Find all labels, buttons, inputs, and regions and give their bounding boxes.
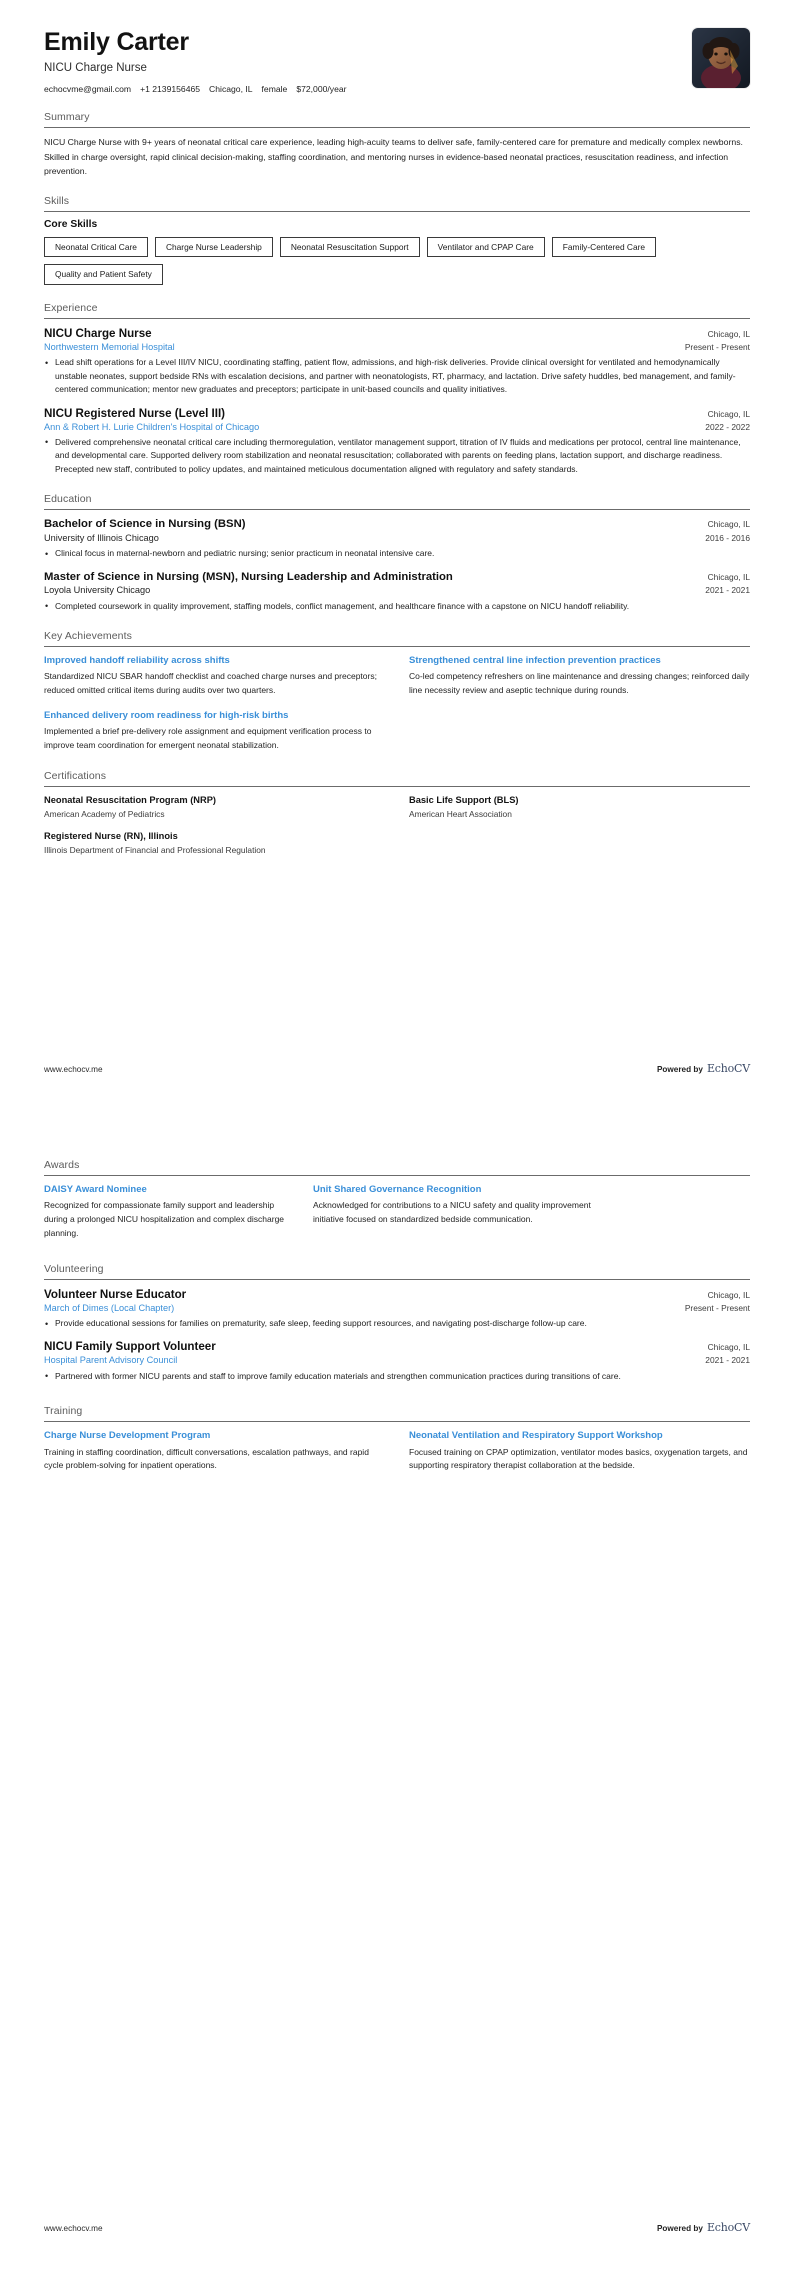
entry-title: Bachelor of Science in Nursing (BSN): [44, 518, 246, 531]
achievement-title: Strengthened central line infection prevention practices: [409, 655, 661, 667]
brand-name: EchoCV: [706, 2221, 750, 2234]
training-title: Neonatal Ventilation and Respiratory Support Workshop: [409, 1430, 663, 1442]
award-title: Unit Shared Governance Recognition: [313, 1184, 482, 1195]
section-key-achievements: [44, 630, 750, 753]
section-skills: [44, 195, 750, 285]
entry-organization[interactable]: March of Dimes (Local Chapter): [44, 1302, 175, 1313]
contact-email: echocvme@gmail.com: [44, 83, 132, 94]
skill-chip: Charge Nurse Leadership: [155, 237, 273, 257]
entry-dates: 2021 - 2021: [705, 1355, 750, 1366]
powered-by-label: Powered by: [656, 1065, 703, 1074]
entry-location: Chicago, IL: [707, 571, 750, 582]
skill-group-title: Core Skills: [44, 219, 98, 231]
experience-entry: [44, 406, 750, 477]
entry-organization[interactable]: Northwestern Memorial Hospital: [44, 341, 175, 352]
entry-title: NICU Family Support Volunteer: [44, 1340, 216, 1354]
resume-header: [44, 0, 750, 94]
entry-location: Chicago, IL: [707, 1342, 750, 1353]
certification-issuer: Illinois Department of Financial and Professional Regulation: [44, 845, 266, 856]
certification-title: Basic Life Support (BLS): [409, 794, 519, 805]
resume-page-2: [0, 1159, 794, 2282]
contact-line: [44, 84, 692, 94]
entry-dates: Present - Present: [684, 341, 750, 352]
section-training: [44, 1405, 750, 1473]
achievement-card: [44, 654, 385, 698]
resume-page-1: [0, 0, 794, 1123]
bullet-item: • Provide educational sessions for families on prematurity, safe sleep, feeding support resources, and navigating post-discharge follow-up care.: [44, 1317, 750, 1330]
powered-by: [657, 1062, 750, 1075]
volunteering-entry: [44, 1339, 750, 1383]
entry-title: Master of Science in Nursing (MSN), Nursing Leadership and Administration: [44, 570, 453, 583]
section-divider: [44, 1421, 750, 1422]
achievement-title: Enhanced delivery room readiness for high-risk births: [44, 709, 289, 721]
skill-chip: Neonatal Resuscitation Support: [280, 237, 420, 257]
entry-location: Chicago, IL: [707, 328, 750, 339]
training-body: Focused training on CPAP optimization, ventilator modes basics, oxygenation targets, and supporting respiratory therapist collaboration at the bedside.: [409, 1446, 748, 1471]
section-title-key-achievements: Key Achievements: [44, 630, 132, 643]
summary-paragraph: Skilled in charge oversight, rapid clinical decision-making, staffing coordination, and mentoring nurses in evidence-based neonatal practices, resuscitation readiness, and infection prevention.: [44, 151, 729, 176]
award-body: Recognized for compassionate family support and leadership during a prolonged NICU hospitalization and complex discharge planning.: [44, 1200, 285, 1238]
skill-chip: Neonatal Critical Care: [44, 237, 148, 257]
entry-title: NICU Registered Nurse (Level III): [44, 406, 226, 420]
award-title: DAISY Award Nominee: [44, 1184, 147, 1195]
award-card: [44, 1183, 289, 1241]
entry-dates: 2016 - 2016: [705, 532, 750, 543]
certification-title: Registered Nurse (RN), Illinois: [44, 831, 178, 842]
education-entry: [44, 570, 750, 613]
section-title-education: Education: [44, 493, 92, 506]
section-title-awards: Awards: [44, 1159, 80, 1171]
training-card: [409, 1429, 750, 1473]
bullet-item: • Delivered comprehensive neonatal critical care including thermoregulation, ventilator management support, titration of IV fluids and medications per protocol, central line maintenance, and developmental care. Supported delivery room stabilization and neonatal resuscitation; collaborated with parents on feeding plans, lactation support, and discharge readiness. Precepted new staff, contributed to policy updates, and maintained meticulous documentation aligned with regulatory and safety standards.: [44, 436, 750, 476]
summary-paragraph: NICU Charge Nurse with 9+ years of neonatal critical care experience, leading high-acuity teams to deliver safe, family-centered care for premature and medically complex newborns.: [44, 136, 743, 147]
powered-by: [657, 2221, 750, 2234]
certification-item: [44, 794, 385, 821]
section-divider: [44, 509, 750, 510]
section-divider: [44, 1279, 750, 1280]
bullet-item: • Clinical focus in maternal-newborn and pediatric nursing; senior practicum in neonatal intensive care.: [44, 547, 750, 560]
section-divider: [44, 786, 750, 787]
award-body: Acknowledged for contributions to a NICU safety and quality improvement initiative focused on standardized bedside communication.: [313, 1200, 591, 1225]
training-card: [44, 1429, 385, 1473]
certification-issuer: American Heart Association: [409, 808, 512, 819]
contact-salary: $72,000/year: [296, 83, 347, 94]
section-divider: [44, 1175, 750, 1176]
entry-title: Volunteer Nurse Educator: [44, 1287, 187, 1301]
certification-grid: [44, 794, 750, 857]
section-title-experience: Experience: [44, 301, 98, 314]
entry-bullets: [44, 547, 750, 560]
section-title-volunteering: Volunteering: [44, 1262, 104, 1275]
bullet-item: • Partnered with former NICU parents and staff to improve family education materials and strengthen communication practices during transitions of care.: [44, 1370, 750, 1383]
section-divider: [44, 646, 750, 647]
contact-location: Chicago, IL: [209, 83, 253, 94]
entry-organization: University of Illinois Chicago: [44, 532, 159, 543]
entry-location: Chicago, IL: [707, 1289, 750, 1300]
section-title-training: Training: [44, 1405, 83, 1418]
education-entry: [44, 517, 750, 560]
section-divider: [44, 318, 750, 319]
avatar: [692, 28, 750, 88]
section-divider: [44, 211, 750, 212]
section-education: [44, 493, 750, 613]
footer-website[interactable]: www.echocv.me: [44, 2224, 103, 2233]
page-title: Emily Carter: [44, 28, 189, 56]
training-title: Charge Nurse Development Program: [44, 1430, 211, 1442]
training-grid: [44, 1429, 750, 1473]
achievement-grid: [44, 654, 750, 753]
entry-location: Chicago, IL: [707, 519, 750, 530]
entry-title: NICU Charge Nurse: [44, 326, 152, 340]
job-title: NICU Charge Nurse: [44, 61, 147, 74]
entry-dates: 2022 - 2022: [705, 421, 750, 432]
certification-title: Neonatal Resuscitation Program (NRP): [44, 794, 217, 805]
entry-location: Chicago, IL: [707, 408, 750, 419]
experience-entry: [44, 326, 750, 397]
page-footer: [44, 1062, 750, 1075]
achievement-title: Improved handoff reliability across shifts: [44, 655, 230, 667]
entry-bullets: [44, 600, 750, 613]
section-experience: [44, 302, 750, 476]
entry-bullets: [44, 436, 750, 476]
entry-bullets: [44, 356, 750, 396]
section-certifications: [44, 770, 750, 857]
section-volunteering: [44, 1263, 750, 1384]
page-footer: [44, 2221, 750, 2234]
contact-phone: +1 2139156465: [140, 83, 201, 94]
certification-item: [44, 830, 385, 857]
powered-by-label: Powered by: [656, 2224, 703, 2233]
section-title-summary: Summary: [44, 110, 90, 123]
certification-item: [409, 794, 750, 821]
bullet-item: • Completed coursework in quality improvement, staffing models, conflict management, and healthcare finance with a capstone on NICU handoff reliability.: [44, 600, 750, 613]
section-summary: [44, 111, 750, 178]
certification-issuer: American Academy of Pediatrics: [44, 808, 165, 819]
award-grid: [44, 1183, 750, 1241]
header-text-block: [44, 26, 692, 94]
achievement-card: [44, 709, 385, 753]
skill-chip: Ventilator and CPAP Care: [427, 237, 545, 257]
achievement-body: Implemented a brief pre-delivery role assignment and equipment verification process to improve team coordination for emergent neonatal stabilization.: [44, 726, 372, 750]
entry-dates: 2021 - 2021: [705, 585, 750, 596]
achievement-card: [409, 654, 750, 698]
entry-bullets: [44, 1370, 750, 1383]
brand-name: EchoCV: [706, 1062, 750, 1075]
volunteering-entry: [44, 1287, 750, 1331]
section-title-skills: Skills: [44, 195, 70, 208]
skill-chip-list: [44, 237, 750, 285]
section-divider: [44, 127, 750, 128]
entry-organization[interactable]: Hospital Parent Advisory Council: [44, 1355, 178, 1366]
skill-chip: Family-Centered Care: [552, 237, 656, 257]
bullet-item: • Lead shift operations for a Level III/IV NICU, coordinating staffing, patient flow, admissions, and high-risk deliveries. Provide clinical oversight for ventilated and hemodynamically unstable neonates, support bedside RNs with escalation decisions, and partner with neonatologists, RT, pharmacy, and lactation. Drive safety huddles, bed management, and family-centered communication; mentor new graduates and preceptors; participate in unit-based councils and quality initiatives.: [44, 356, 750, 396]
contact-gender: female: [261, 83, 288, 94]
section-awards: [44, 1159, 750, 1241]
training-body: Training in staffing coordination, difficult conversations, escalation pathways, and rapid cycle problem-solving for inpatient operations.: [44, 1446, 369, 1471]
achievement-body: Co-led competency refreshers on line maintenance and dressing changes; reinforced daily line necessity review and aseptic technique during rounds.: [409, 671, 750, 696]
entry-organization[interactable]: Ann & Robert H. Lurie Children's Hospital of Chicago: [44, 421, 260, 432]
section-title-certifications: Certifications: [44, 769, 107, 782]
entry-bullets: [44, 1317, 750, 1330]
achievement-body: Standardized NICU SBAR handoff checklist and coached charge nurses and preceptors; reduced omitted critical items during audits over two quarters.: [44, 671, 377, 696]
entry-dates: Present - Present: [684, 1302, 750, 1313]
entry-organization: Loyola University Chicago: [44, 585, 151, 596]
footer-website[interactable]: www.echocv.me: [44, 1065, 103, 1074]
portrait-photo-icon: [692, 28, 750, 88]
award-card: [313, 1183, 750, 1241]
skill-chip: Quality and Patient Safety: [44, 264, 163, 284]
